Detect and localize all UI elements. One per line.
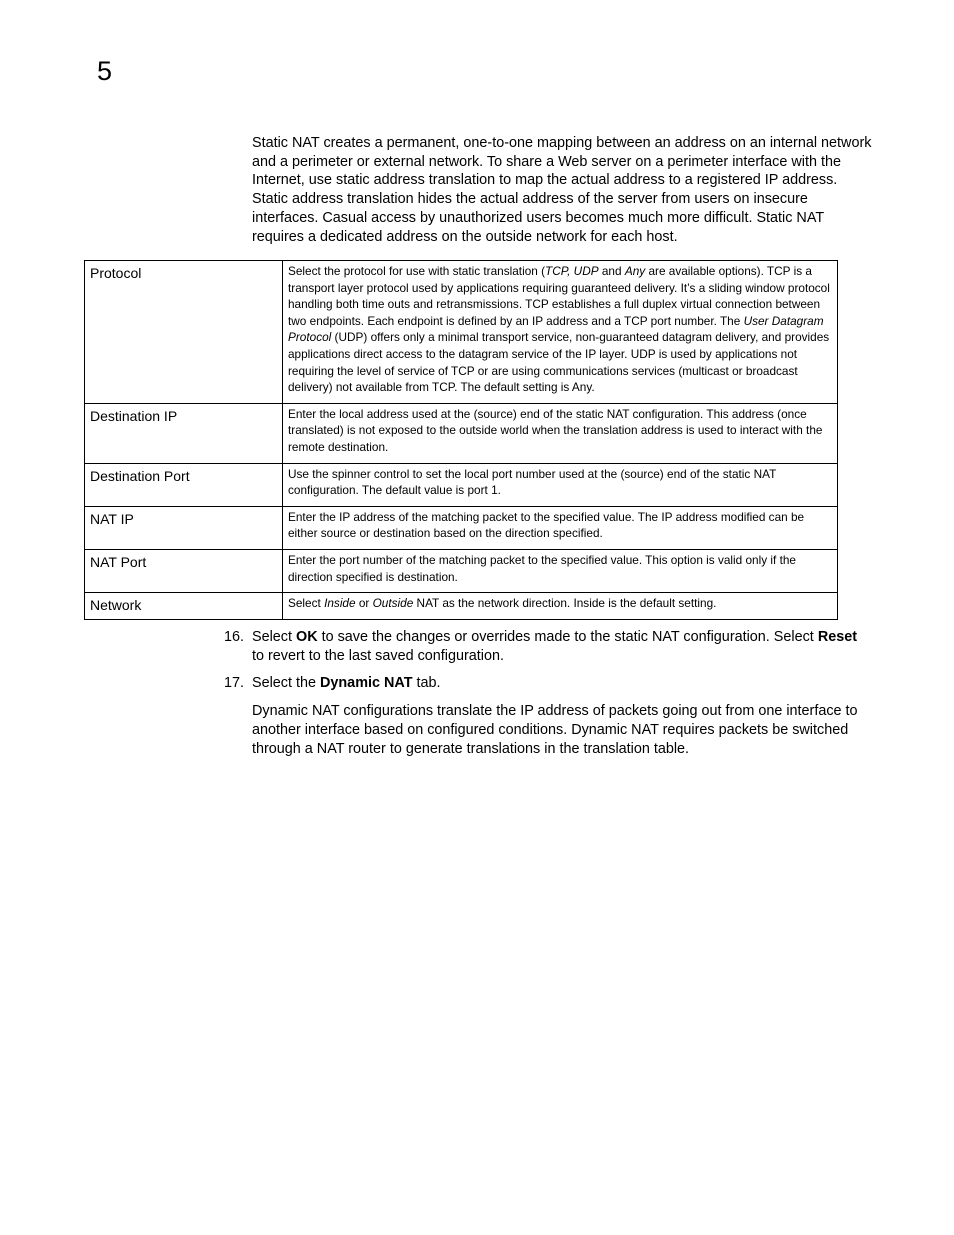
table-row — [85, 261, 838, 404]
closing-paragraph: Dynamic NAT configurations translate the IP address of packets going out from one interface to another interface based on configured conditions. Dynamic NAT requires packets be switched through a NAT router to generate translations in the translation table. — [252, 703, 858, 757]
param-desc-protocol: Select the protocol for use with static translation (TCP, UDP and Any are available options). TCP is a transport layer protocol used by applications requiring guaranteed delivery. It’s a sliding window protocol handling both time outs and retransmissions. TCP establishes a full duplex virtual connection between two endpoints. Each endpoint is defined by an IP address and a TCP port number. The User Datagram Protocol (UDP) offers only a minimal transport service, non-guaranteed datagram delivery, and provides applications direct access to the datagram service of the IP layer. UDP is used by applications not requiring the level of service of TCP or are using communications services (multicast or broadcast delivery) not available from TCP. The default setting is Any. — [283, 261, 838, 404]
param-name-destination-ip: Destination IP — [85, 403, 283, 463]
step-number: 16. — [224, 629, 245, 645]
table-row — [85, 549, 838, 592]
param-name-network: Network — [85, 593, 283, 620]
intro-paragraph: Static NAT creates a permanent, one-to-one mapping between an address on an internal network and a perimeter or external network. To share a Web server on a perimeter interface with the Internet, use static address translation to map the actual address to a registered IP address. Static address translation hides the actual address of the server from users on insecure interfaces. Casual access by unauthorized users becomes much more difficult. Static NAT requires a dedicated address on the outside network for each host. — [252, 135, 872, 245]
table-row — [85, 593, 838, 620]
table-row — [85, 463, 838, 506]
step-17: 17. Select the Dynamic NAT tab. — [224, 675, 441, 692]
step-16: 16. Select OK to save the changes or overrides made to the static NAT configuration. Select Reset to revert to the last saved configuration. — [224, 629, 858, 664]
param-desc-nat-ip: Enter the IP address of the matching packet to the specified value. The IP address modified can be either source or destination based on the direction specified. — [283, 506, 838, 549]
param-desc-destination-ip: Enter the local address used at the (source) end of the static NAT configuration. This address (once translated) is not exposed to the outside world when the translation address is used to interact with the remote destination. — [283, 403, 838, 463]
param-name-protocol: Protocol — [85, 261, 283, 404]
dynamic-nat-label: Dynamic NAT — [320, 675, 413, 692]
ok-label: OK — [296, 629, 318, 645]
param-name-destination-port: Destination Port — [85, 463, 283, 506]
param-desc-network: Select Inside or Outside NAT as the network direction. Inside is the default setting. — [283, 593, 838, 620]
step-number: 17. — [224, 675, 245, 692]
step-list — [224, 628, 872, 758]
parameter-table — [84, 260, 838, 620]
param-name-nat-ip: NAT IP — [85, 506, 283, 549]
table-row — [85, 403, 838, 463]
param-desc-destination-port: Use the spinner control to set the local port number used at the (source) end of the static NAT configuration. The default value is port 1. — [283, 463, 838, 506]
param-name-nat-port: NAT Port — [85, 549, 283, 592]
param-desc-nat-port: Enter the port number of the matching packet to the specified value. This option is valid only if the direction specified is destination. — [283, 549, 838, 592]
chapter-number: 5 — [97, 56, 113, 86]
reset-label: Reset — [817, 629, 858, 645]
table-row — [85, 506, 838, 549]
